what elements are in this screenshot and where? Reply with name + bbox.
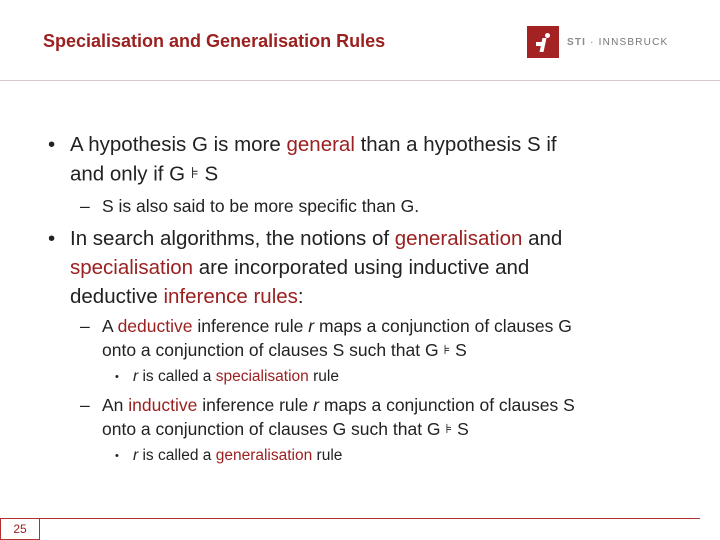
page-number: 25 xyxy=(0,518,40,540)
logo-text: STI · INNSBRUCK xyxy=(567,36,669,48)
slide-body: • A hypothesis G is more general than a hypothesis S if and only if G ⊧ S – S is also said to be more specific than G. • In search algorithms, the notions of generalisation and specialisation are incorporated using inductive and deductive inference rules: – A deductive inference rule r maps a conjunction of clauses G onto a conjunction of clauses S such that G ⊧ S • r is called a specialisation rule – An inductive inference rule r maps a conjunction of clauses S onto a conjunction of clauses G such that G ⊧ S • r is called a generalisation rule xyxy=(48,133,575,464)
slide-title: Specialisation and Generalisation Rules xyxy=(43,31,386,51)
entails-symbol: ⊧ xyxy=(445,421,453,437)
footer-divider xyxy=(0,518,700,519)
entails-symbol: ⊧ xyxy=(443,342,451,358)
entails-symbol: ⊧ xyxy=(190,165,199,182)
